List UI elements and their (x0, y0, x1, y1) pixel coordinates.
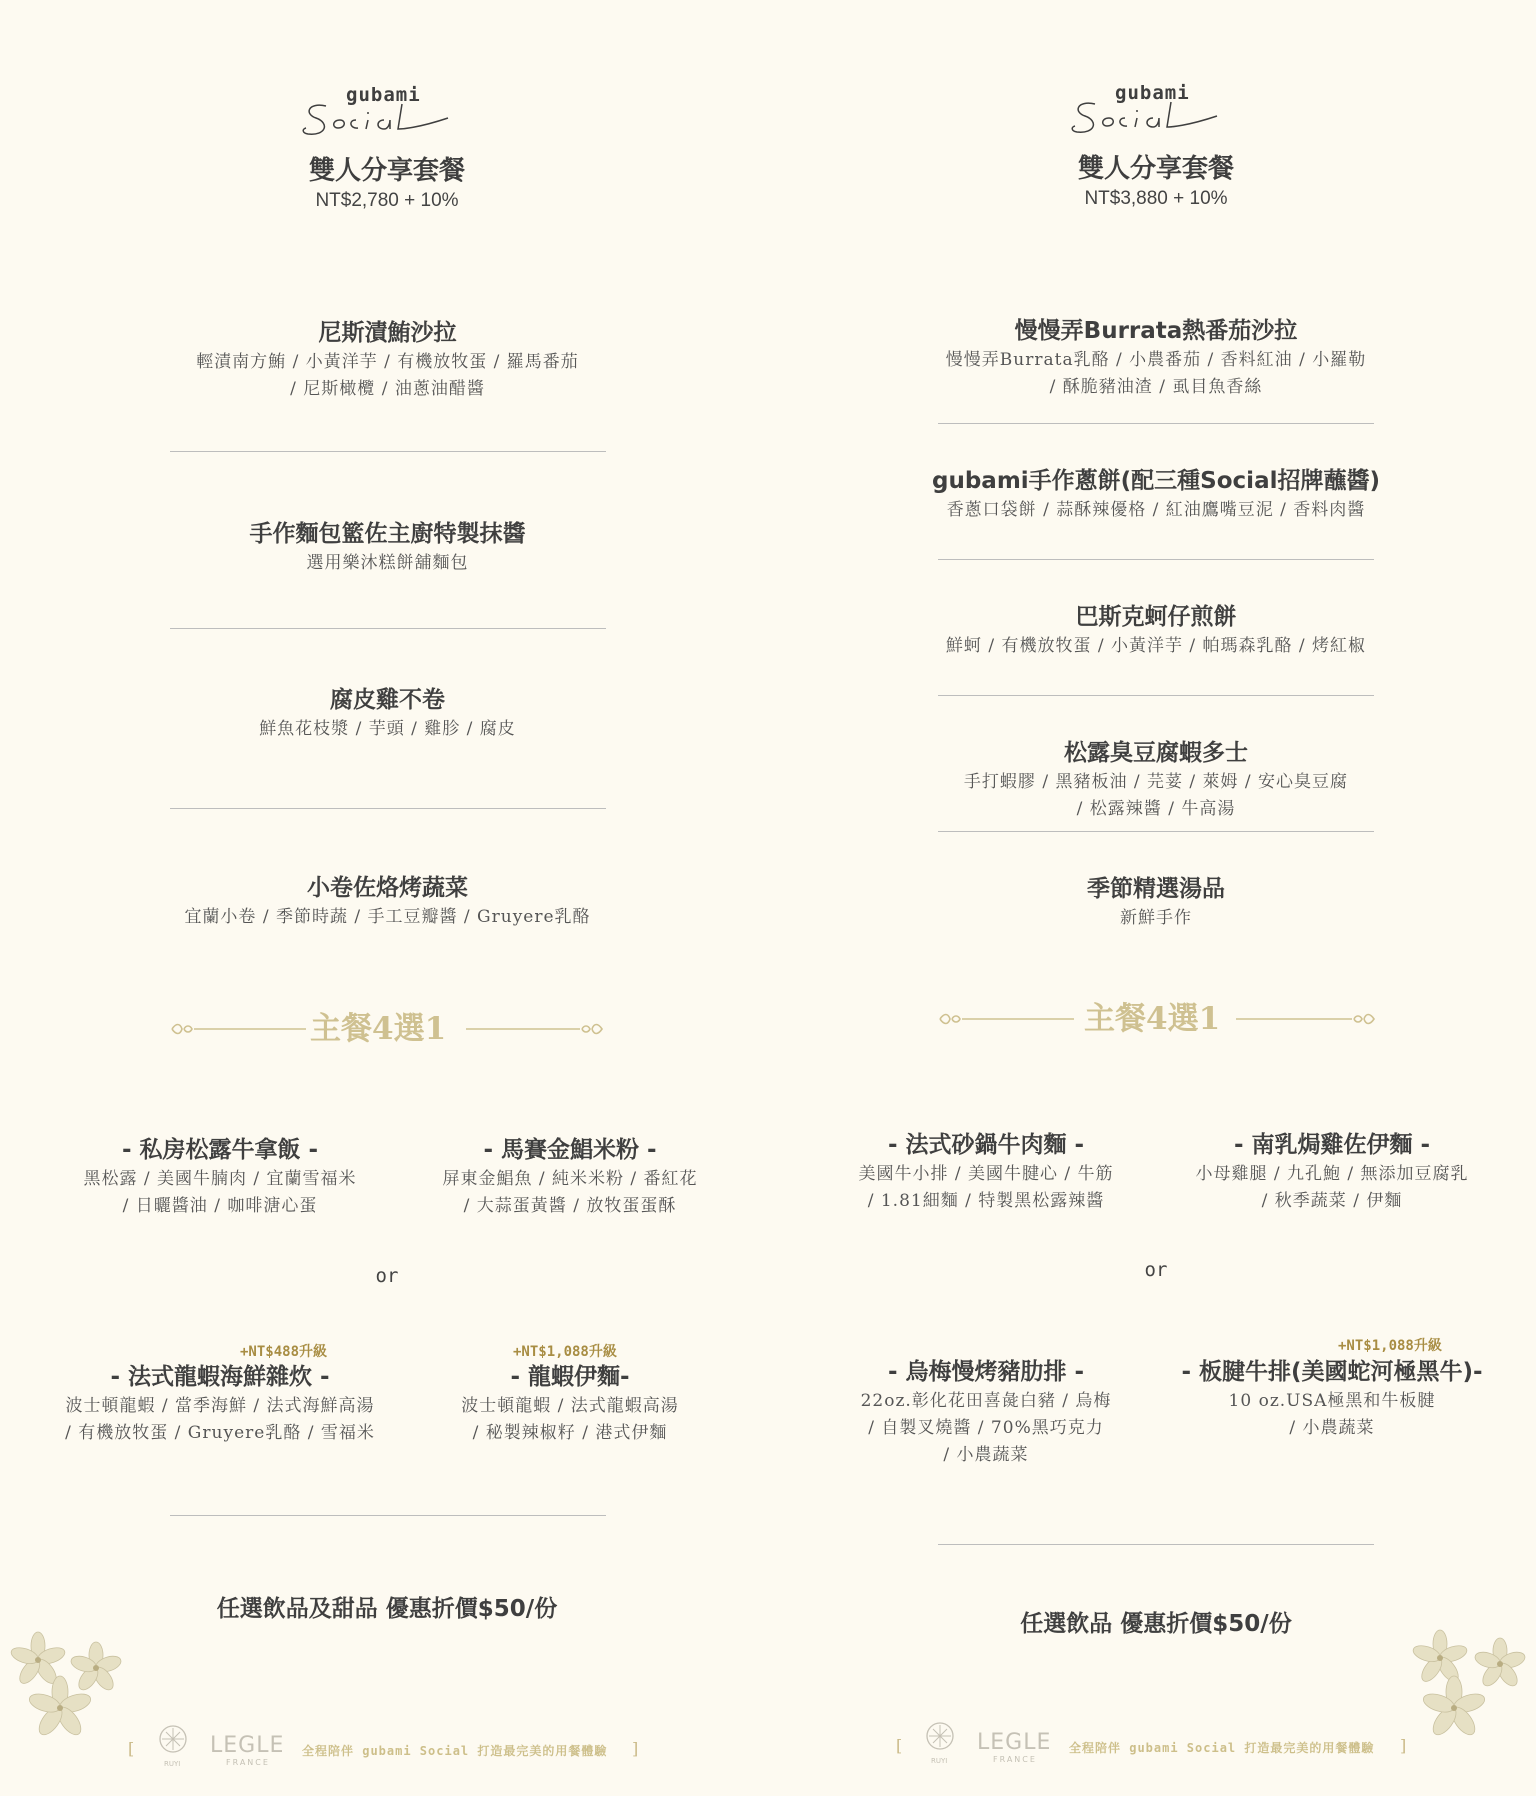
ruyi-label: RUYI (164, 1760, 181, 1768)
flower-decoration-icon (8, 1630, 128, 1740)
main-desc: / 1.81細麵 / 特製黑松露辣醬 (867, 1191, 1105, 1211)
course-item (100, 681, 675, 743)
course-item (100, 869, 675, 931)
course-name: 小卷佐烙烤蔬菜 (307, 875, 468, 901)
divider (938, 831, 1374, 832)
partner-text: 全程陪伴 gubami Social 打造最完美的用餐體驗 (1069, 1741, 1375, 1755)
gubami-social-logo (1067, 82, 1247, 144)
ornament-right-icon (466, 1021, 606, 1037)
divider (938, 423, 1374, 424)
main-desc: / 秋季蔬菜 / 伊麵 (1261, 1191, 1403, 1211)
main-desc: 22oz.彰化花田喜彘白豬 / 烏梅 (860, 1391, 1112, 1411)
ornament-left-icon (938, 1011, 1074, 1027)
logo-wordmark: gubami (1115, 82, 1190, 104)
main-desc: 黑松露 / 美國牛腩肉 / 宜蘭雪福米 (83, 1169, 357, 1189)
or-separator: or (1144, 1259, 1168, 1281)
main-desc: / 小農蔬菜 (943, 1445, 1029, 1465)
main-name: - 法式龍蝦海鮮雜炊 - (110, 1364, 330, 1390)
main-name: - 板腱牛排(美國蛇河極黑牛)- (1181, 1359, 1483, 1385)
course-desc: 輕漬南方鮪 / 小黃洋芋 / 有機放牧蛋 / 羅馬番茄 (196, 352, 579, 372)
set-price: NT$2,780 + 10% (315, 190, 459, 211)
divider (938, 559, 1374, 560)
course-name: 慢慢弄Burrata熱番茄沙拉 (1014, 318, 1298, 344)
course-item (866, 312, 1446, 401)
ruyi-logo-icon (921, 1721, 959, 1755)
course-desc: 鮮魚花枝漿 / 芋頭 / 雞胗 / 腐皮 (259, 719, 516, 739)
course-desc: 宜蘭小卷 / 季節時蔬 / 手工豆瓣醬 / Gruyere乳酪 (184, 907, 591, 927)
main-desc: 美國牛小排 / 美國牛腱心 / 牛筋 (858, 1164, 1114, 1184)
main-name: - 龍蝦伊麵- (510, 1364, 630, 1390)
ornament-right-icon (1236, 1011, 1378, 1027)
set-title: 雙人分享套餐 (1077, 154, 1234, 184)
flower-decoration-icon (1404, 1628, 1532, 1740)
bracket-open: [ (896, 1736, 903, 1755)
course-desc: / 松露辣醬 / 牛高湯 (1076, 799, 1236, 819)
legle-france: FRANCE (226, 1758, 270, 1767)
course-desc: / 尼斯橄欖 / 油蔥油醋醬 (290, 379, 485, 399)
gubami-social-logo (298, 84, 478, 146)
main-option (400, 1358, 740, 1447)
main-course-title: 主餐4選1 (1084, 1001, 1221, 1037)
main-desc: / 自製叉燒醬 / 70%黑巧克力 (868, 1418, 1104, 1438)
course-item (100, 515, 675, 577)
course-item (866, 870, 1446, 932)
course-name: 松露臭豆腐蝦多士 (1064, 740, 1248, 766)
ruyi-logo-icon (154, 1724, 192, 1758)
course-name: 季節精選湯品 (1087, 876, 1225, 902)
main-desc: 波士頓龍蝦 / 法式龍蝦高湯 (461, 1396, 679, 1416)
bracket-close: ] (632, 1739, 639, 1758)
course-name: 手作麵包籃佐主廚特製抹醬 (249, 521, 526, 547)
main-desc: / 大蒜蛋黃醬 / 放牧蛋蛋酥 (463, 1196, 677, 1216)
main-desc: / 日曬醬油 / 咖啡溏心蛋 (122, 1196, 318, 1216)
main-option (1152, 1353, 1512, 1442)
course-desc: 慢慢弄Burrata乳酪 / 小農番茄 / 香料紅油 / 小羅勒 (945, 350, 1367, 370)
main-desc: 屏東金鯧魚 / 純米米粉 / 番紅花 (442, 1169, 698, 1189)
course-item (866, 462, 1446, 524)
logo-script-social (1067, 96, 1247, 146)
main-option (816, 1126, 1156, 1215)
main-desc: / 有機放牧蛋 / Gruyere乳酪 / 雪福米 (65, 1423, 375, 1443)
divider (938, 695, 1374, 696)
course-name: 巴斯克蚵仔煎餅 (1075, 604, 1237, 630)
ruyi-label: RUYI (931, 1757, 948, 1765)
bracket-open: [ (128, 1739, 135, 1758)
partner-text: 全程陪伴 gubami Social 打造最完美的用餐體驗 (302, 1744, 608, 1758)
main-option (1152, 1126, 1512, 1215)
divider (938, 1544, 1374, 1545)
legle-france: FRANCE (993, 1755, 1037, 1764)
course-desc: 鮮蚵 / 有機放牧蛋 / 小黃洋芋 / 帕瑪森乳酪 / 烤紅椒 (945, 636, 1367, 656)
logo-script-social (298, 98, 478, 148)
set-price: NT$3,880 + 10% (1084, 188, 1228, 209)
main-option (816, 1353, 1156, 1469)
main-desc: 波士頓龍蝦 / 當季海鮮 / 法式海鮮高湯 (65, 1396, 375, 1416)
or-separator: or (375, 1265, 399, 1287)
divider (170, 451, 606, 452)
logo-wordmark: gubami (346, 84, 421, 106)
main-option (50, 1358, 390, 1447)
main-option (400, 1131, 740, 1220)
set-title: 雙人分享套餐 (308, 156, 465, 186)
course-name: gubami手作蔥餅(配三種Social招牌蘸醬) (932, 468, 1380, 494)
divider (170, 1515, 606, 1516)
legle-logo: LEGLE (977, 1730, 1052, 1755)
main-course-heading (170, 1003, 606, 1053)
add-on-note: 任選飲品 優惠折價$50/份 (1020, 1611, 1292, 1637)
upgrade-badge: +NT$488升級 (240, 1344, 328, 1360)
main-name: - 法式砂鍋牛肉麵 - (887, 1132, 1085, 1158)
course-desc: 手打蝦膠 / 黑豬板油 / 芫荽 / 萊姆 / 安心臭豆腐 (963, 772, 1349, 792)
main-name: - 南乳焗雞佐伊麵 - (1233, 1132, 1431, 1158)
main-desc: / 小農蔬菜 (1289, 1418, 1375, 1438)
course-name: 尼斯漬鮪沙拉 (318, 320, 457, 346)
course-desc: 香蔥口袋餅 / 蒜酥辣優格 / 紅油鷹嘴豆泥 / 香料肉醬 (946, 500, 1366, 520)
main-desc: 小母雞腿 / 九孔鮑 / 無添加豆腐乳 (1195, 1164, 1469, 1184)
main-name: - 馬賽金鯧米粉 - (483, 1137, 657, 1163)
divider (170, 628, 606, 629)
course-desc: 新鮮手作 (1120, 908, 1192, 928)
main-name: - 私房松露牛拿飯 - (121, 1137, 319, 1163)
bracket-close: ] (1400, 1736, 1407, 1755)
main-desc: 10 oz.USA極黑和牛板腱 (1228, 1391, 1436, 1411)
course-desc: 選用樂沐糕餅舖麵包 (306, 553, 469, 573)
divider (170, 808, 606, 809)
course-desc: / 酥脆豬油渣 / 虱目魚香絲 (1049, 377, 1263, 397)
main-desc: / 秘製辣椒籽 / 港式伊麵 (472, 1423, 668, 1443)
legle-logo: LEGLE (210, 1733, 285, 1758)
ornament-left-icon (170, 1021, 306, 1037)
main-course-title: 主餐4選1 (310, 1011, 447, 1047)
course-item (866, 734, 1446, 823)
course-item (100, 314, 675, 403)
add-on-note: 任選飲品及甜品 優惠折價$50/份 (216, 1596, 558, 1622)
course-name: 腐皮雞不卷 (330, 687, 445, 713)
upgrade-badge: +NT$1,088升級 (513, 1344, 617, 1360)
upgrade-badge: +NT$1,088升級 (1338, 1338, 1442, 1354)
main-option (50, 1131, 390, 1220)
course-item (866, 598, 1446, 660)
main-course-heading (938, 993, 1378, 1043)
main-name: - 烏梅慢烤豬肋排 - (887, 1359, 1085, 1385)
